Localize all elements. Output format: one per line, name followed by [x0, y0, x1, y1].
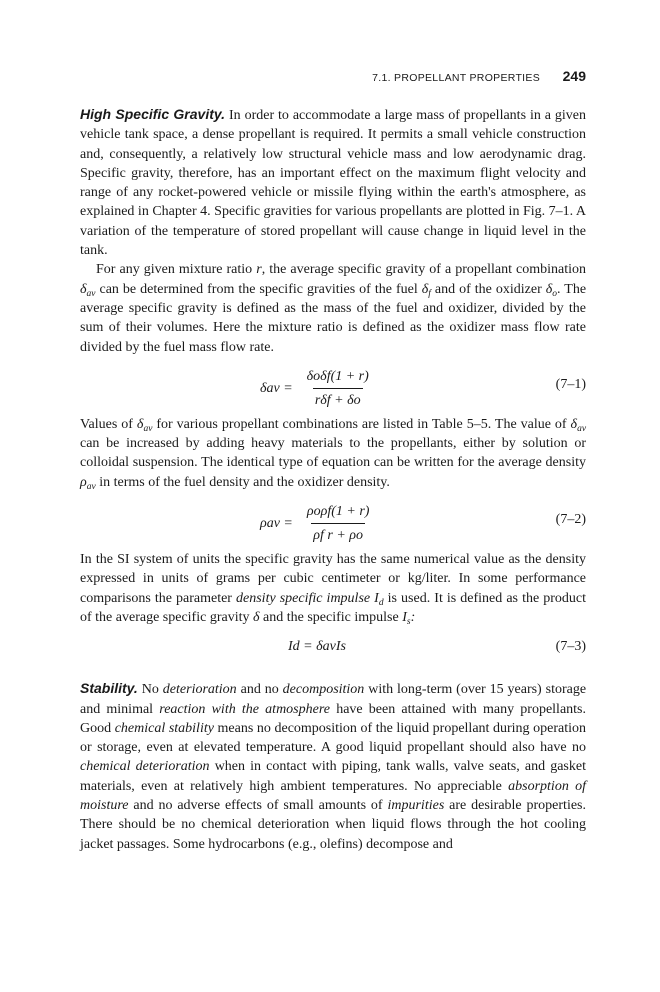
running-head: 7.1. PROPELLANT PROPERTIES — [372, 72, 540, 84]
text-run: means no decomposition of the liquid propellant during operation or storage, even at elevated temperature. A good liquid propellant should also have no — [80, 720, 587, 756]
term-decomposition: decomposition — [282, 682, 365, 698]
equation-fraction — [305, 502, 372, 546]
page-header — [80, 68, 586, 88]
text-run: and the specific impulse — [263, 609, 399, 625]
symbol-rho-av: $\rho_{av}$ — [80, 474, 96, 492]
text-run: with long-term (over 15 years) storage and minimal — [80, 682, 587, 717]
symbol-r: r — [256, 262, 262, 278]
text-run: and of the oxidizer — [434, 281, 542, 297]
paragraph-stability — [80, 679, 586, 854]
term-absorption-moisture: absorption of moisture — [80, 778, 586, 814]
equation-numerator: ρoρf(1 + r) — [306, 504, 370, 520]
term-deterioration: deterioration — [162, 682, 237, 698]
text-run: In the SI system of units the specific gravity has the same numerical value as the density expressed in units of grams per cubic centimeter or kg/liter. In some performance comparisons the parameter — [80, 552, 586, 606]
symbol-is: $I_s$: — [402, 609, 416, 627]
equation-denominator: ρf r + ρo — [311, 523, 365, 545]
text-run: for various propellant combinations are listed in Table 5–5. The value of — [156, 416, 567, 432]
text-run: are desirable properties. There should be no chemical deterioration when liquid flows through the hot cooling jacket passages. Some hydrocarbons (e.g., olefins) decompose and — [80, 798, 586, 852]
paragraph-si-units — [80, 550, 586, 627]
text-run: and no — [240, 682, 279, 698]
equation-number: (7–2) — [555, 512, 586, 528]
text-run: , the average specific gravity of a propellant combination — [261, 262, 587, 278]
symbol-id: $I_d$ — [374, 590, 384, 608]
equation-7-3 — [80, 627, 586, 665]
equation-7-1 — [80, 357, 586, 415]
text-run: is used. It is defined as the product of the average specific gravity — [80, 590, 586, 625]
equation-lhs: δav = — [260, 381, 293, 396]
symbol-delta: δ — [252, 609, 260, 625]
equation-numerator: δoδf(1 + r) — [306, 368, 369, 384]
symbol-delta-av: $\delta_{av}$ — [570, 416, 587, 434]
term-chemical-stability: chemical stability — [114, 720, 214, 736]
term-reaction-atmosphere: reaction with the atmosphere — [159, 701, 330, 717]
text-run: . The average specific gravity is defined as the mass of the fuel and oxidizer, divided by the sum of their volumes. Here the mixture ratio is defined as the oxidizer mass flow rate divided by the fuel mass flow rate. — [80, 281, 587, 355]
page-number: 249 — [562, 68, 586, 84]
equation-denominator: rδf + δo — [313, 388, 363, 410]
symbol-delta-av: $\delta_{av}$ — [136, 416, 153, 434]
term-density-specific-impulse: density specific impulse — [236, 590, 371, 606]
text-run: For any given mixture ratio — [96, 262, 253, 278]
page-body — [80, 105, 586, 854]
section-runin-heading: High Specific Gravity. — [80, 106, 226, 122]
term-chemical-deterioration: chemical deterioration — [80, 759, 210, 775]
text-run: when in contact with piping, tank walls, valve seats, and gasket materials, even at relatively high ambient temperatures. No appreciable — [80, 759, 586, 794]
equation-lhs: ρav = — [260, 516, 293, 532]
term-impurities: impurities — [387, 798, 445, 814]
symbol-delta-f: $\delta_f$ — [421, 281, 431, 299]
equation-fraction — [305, 367, 371, 411]
text-run: Values of — [80, 416, 133, 432]
equation-number: (7–1) — [555, 376, 586, 392]
text-run: have been attained with many propellants. Good — [80, 701, 586, 736]
text-run: can be increased by adding heavy materials to the propellants, either by solution or colloidal suspension. The identical type of equation can be written for the average density — [80, 436, 586, 471]
paragraph-high-specific-gravity — [80, 105, 586, 260]
equation-7-2 — [80, 492, 586, 550]
paragraph-values — [80, 415, 586, 492]
equation-expression: Id = δavIs — [288, 639, 346, 655]
equation-number: (7–3) — [555, 639, 586, 655]
symbol-delta-o: $\delta_o$ — [545, 281, 558, 299]
text-run: and no adverse effects of small amounts of — [133, 798, 383, 814]
symbol-delta-av: $\delta_{av}$ — [80, 281, 96, 299]
text-run: No — [141, 682, 159, 698]
text-run: in terms of the fuel density and the oxidizer density. — [99, 474, 390, 490]
paragraph-mixture-ratio — [80, 260, 586, 356]
text-run: can be determined from the specific gravities of the fuel — [99, 281, 418, 297]
section-runin-heading: Stability. — [80, 680, 138, 697]
paragraph-text: In order to accommodate a large mass of propellants in a given vehicle tank space, a dense propellant is required. It permits a small vehicle construction and, consequently, a relatively low structural vehicle mass and low aerodynamic drag. Specific gravity, therefore, has an important effect on the maximum flight velocity and range of any rocket-powered vehicle or missile flying within the earth's atmosphere, as explained in Chapter 4. Specific gravities for various propellants are plotted in Fig. 7–1. A variation of the temperature of stored propellant will cause change in liquid level in the tank. — [80, 108, 586, 259]
